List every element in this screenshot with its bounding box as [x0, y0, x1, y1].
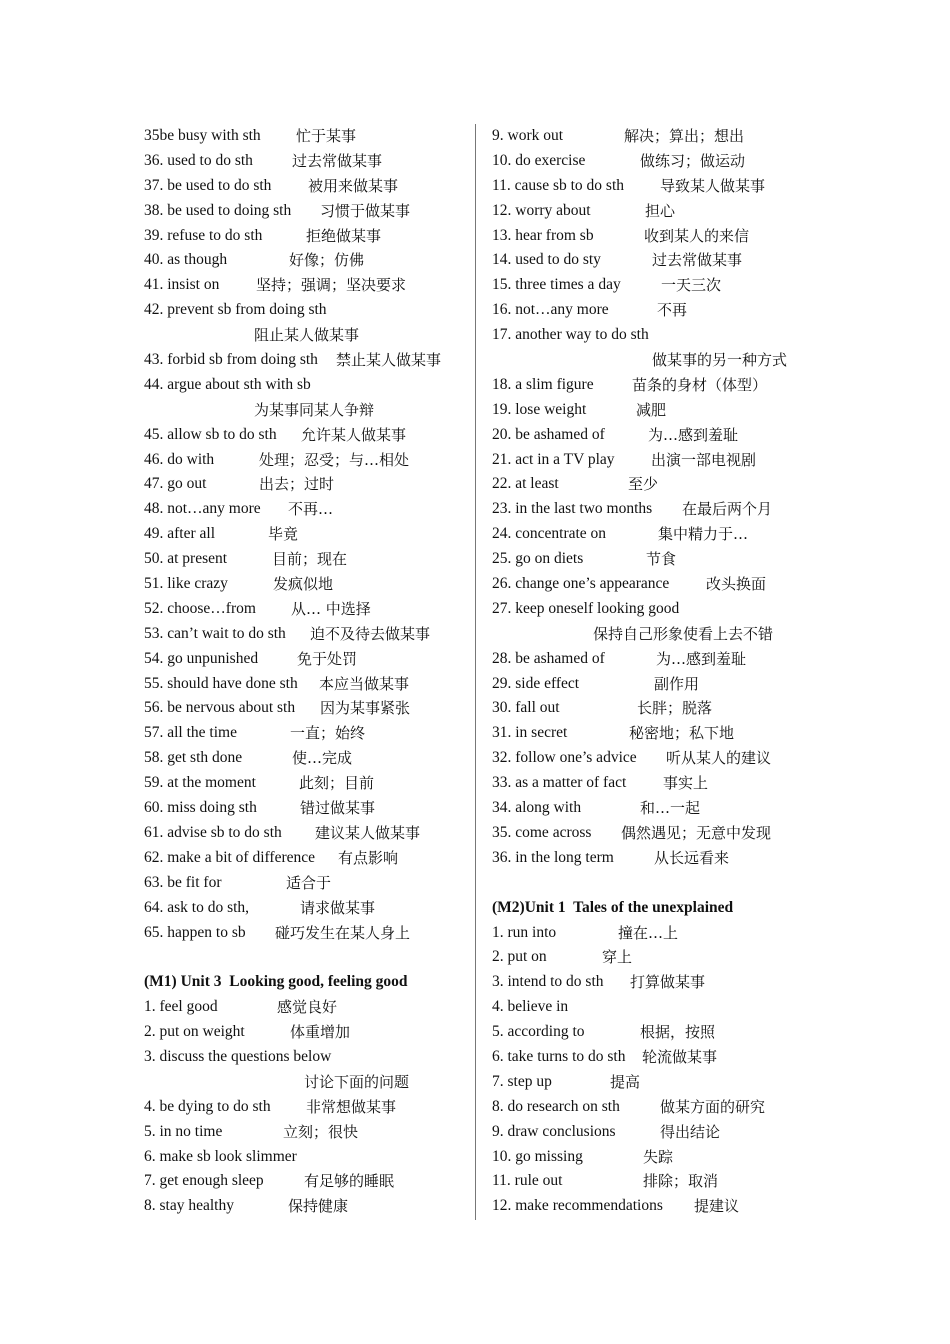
chinese-meaning: 节食 — [646, 550, 677, 569]
chinese-meaning: 提建议 — [694, 1197, 740, 1216]
chinese-meaning: 目前；现在 — [272, 550, 348, 569]
chinese-meaning: 有足够的睡眠 — [304, 1172, 395, 1191]
chinese-meaning: 不再 — [657, 301, 688, 320]
english-phrase: 35. come across — [492, 823, 592, 841]
chinese-meaning: 被用来做某事 — [308, 176, 399, 195]
english-phrase: 3. intend to do sth — [492, 973, 604, 991]
vocab-entry — [492, 1145, 822, 1170]
vocab-entry — [492, 547, 822, 572]
english-phrase: 12. worry about — [492, 201, 591, 219]
vocab-entry — [492, 696, 822, 721]
english-phrase: 45. allow sb to do sth — [144, 425, 277, 443]
vocab-entry — [492, 323, 822, 348]
chinese-meaning: 保持健康 — [288, 1197, 349, 1216]
vocab-entry — [144, 323, 474, 348]
vocab-entry — [492, 149, 822, 174]
english-phrase: 8. stay healthy — [144, 1197, 234, 1215]
english-phrase: 10. go missing — [492, 1147, 583, 1165]
vocab-entry — [144, 199, 474, 224]
english-phrase: 7. get enough sleep — [144, 1172, 264, 1190]
vocab-entry — [492, 224, 822, 249]
vocab-entry — [144, 647, 474, 672]
vocab-entry — [492, 846, 822, 871]
english-phrase: 33. as a matter of fact — [492, 774, 627, 792]
vocab-entry — [144, 771, 474, 796]
blank-line — [492, 871, 822, 896]
english-phrase: 64. ask to do sth, — [144, 898, 250, 916]
section-title: (M2)Unit 1 Tales of the unexplained — [492, 898, 734, 916]
vocab-entry — [144, 921, 474, 946]
vocab-entry — [144, 348, 474, 373]
chinese-meaning: 错过做某事 — [300, 799, 376, 818]
chinese-meaning: 拒绝做某事 — [306, 226, 382, 245]
vocab-entry — [144, 721, 474, 746]
english-phrase: 25. go on diets — [492, 550, 584, 568]
chinese-meaning: 为…感到羞耻 — [648, 425, 739, 444]
vocab-entry — [144, 821, 474, 846]
english-phrase: 10. do exercise — [492, 151, 586, 169]
chinese-meaning: 习惯于做某事 — [320, 201, 411, 220]
chinese-meaning: 免于处罚 — [297, 649, 358, 668]
chinese-meaning: 出去；过时 — [259, 475, 335, 494]
chinese-meaning: 担心 — [645, 201, 676, 220]
vocab-entry — [144, 746, 474, 771]
english-phrase: 34. along with — [492, 799, 582, 817]
chinese-meaning: 苗条的身材（体型） — [632, 375, 768, 394]
chinese-meaning: 立刻；很快 — [283, 1122, 359, 1141]
vocab-entry — [144, 995, 474, 1020]
chinese-meaning: 建议某人做某事 — [315, 823, 421, 842]
chinese-meaning: 排除；取消 — [643, 1172, 719, 1191]
chinese-meaning: 轮流做某事 — [642, 1047, 718, 1066]
chinese-meaning: 出演一部电视剧 — [651, 450, 757, 469]
chinese-meaning: 讨论下面的问题 — [304, 1072, 410, 1091]
vocab-entry — [144, 298, 474, 323]
chinese-meaning: 迫不及待去做某事 — [310, 624, 431, 643]
chinese-meaning: 有点影响 — [338, 848, 399, 867]
vocab-entry — [492, 721, 822, 746]
chinese-meaning: 解决；算出；想出 — [624, 127, 745, 145]
vocab-entry — [144, 448, 474, 473]
english-phrase: 11. rule out — [492, 1172, 563, 1190]
vocab-entry — [492, 995, 822, 1020]
vocab-entry — [144, 1120, 474, 1145]
vocab-entry — [144, 1169, 474, 1194]
chinese-meaning: 事实上 — [663, 774, 709, 793]
english-phrase: 54. go unpunished — [144, 649, 259, 667]
vocab-entry — [492, 1169, 822, 1194]
english-phrase: 49. after all — [144, 525, 216, 543]
chinese-meaning: 秘密地；私下地 — [629, 724, 735, 743]
vocab-entry — [492, 497, 822, 522]
english-phrase: 27. keep oneself looking good — [492, 599, 680, 617]
english-phrase: 5. in no time — [144, 1122, 223, 1140]
english-phrase: 6. take turns to do sth — [492, 1047, 626, 1065]
vocab-entry — [144, 497, 474, 522]
english-phrase: 26. change one’s appearance — [492, 575, 670, 593]
english-phrase: 37. be used to do sth — [144, 176, 272, 194]
chinese-meaning: 从长远看来 — [654, 848, 730, 867]
vocab-entry — [492, 945, 822, 970]
english-phrase: 18. a slim figure — [492, 375, 594, 393]
vocab-entry — [492, 248, 822, 273]
english-phrase: 31. in secret — [492, 724, 568, 742]
vocab-entry — [492, 647, 822, 672]
vocab-entry — [492, 796, 822, 821]
section-heading — [144, 970, 474, 995]
vocab-entry — [492, 1194, 822, 1219]
english-phrase: 1. feel good — [144, 998, 218, 1016]
chinese-meaning: 做某事的另一种方式 — [652, 351, 788, 370]
vocab-entry — [144, 522, 474, 547]
chinese-meaning: 处理；忍受；与…相处 — [259, 450, 410, 469]
vocab-entry — [492, 373, 822, 398]
english-phrase: 5. according to — [492, 1023, 585, 1041]
chinese-meaning: 碰巧发生在某人身上 — [275, 923, 411, 942]
vocab-entry — [144, 796, 474, 821]
vocab-entry — [492, 1020, 822, 1045]
vocab-entry — [492, 448, 822, 473]
chinese-meaning: 发疯似地 — [273, 575, 334, 594]
english-phrase: 61. advise sb to do sth — [144, 823, 282, 841]
english-phrase: 44. argue about sth with sb — [144, 375, 311, 393]
left-column — [144, 124, 474, 1219]
english-phrase: 23. in the last two months — [492, 500, 653, 518]
english-phrase: 11. cause sb to do sth — [492, 176, 625, 194]
vocab-entry — [492, 921, 822, 946]
vocab-entry — [144, 423, 474, 448]
vocab-entry — [144, 248, 474, 273]
english-phrase: 6. make sb look slimmer — [144, 1147, 297, 1165]
chinese-meaning: 忙于某事 — [296, 127, 357, 145]
vocab-entry — [144, 373, 474, 398]
english-phrase: 43. forbid sb from doing sth — [144, 351, 318, 369]
english-phrase: 39. refuse to do sth — [144, 226, 263, 244]
chinese-meaning: 体重增加 — [290, 1023, 351, 1042]
english-phrase: 9. draw conclusions — [492, 1122, 616, 1140]
english-phrase: 32. follow one’s advice — [492, 749, 637, 767]
chinese-meaning: 根据，按照 — [640, 1023, 716, 1042]
english-phrase: 9. work out — [492, 127, 564, 144]
english-phrase: 40. as though — [144, 251, 228, 269]
right-column — [492, 124, 822, 1219]
vocab-entry — [492, 746, 822, 771]
chinese-meaning: 使…完成 — [292, 749, 353, 768]
english-phrase: 13. hear from sb — [492, 226, 594, 244]
vocab-entry — [144, 622, 474, 647]
chinese-meaning: 打算做某事 — [630, 973, 706, 992]
english-phrase: 35be busy with sth — [144, 127, 261, 144]
english-phrase: 36. in the long term — [492, 848, 614, 866]
english-phrase: 58. get sth done — [144, 749, 243, 767]
english-phrase: 52. choose…from — [144, 599, 256, 617]
english-phrase: 29. side effect — [492, 674, 580, 692]
chinese-meaning: 做某方面的研究 — [660, 1097, 766, 1116]
vocab-entry — [492, 970, 822, 995]
chinese-meaning: 本应当做某事 — [319, 674, 410, 693]
chinese-meaning: 过去常做某事 — [652, 251, 743, 270]
english-phrase: 14. used to do sty — [492, 251, 601, 269]
english-phrase: 19. lose weight — [492, 400, 587, 418]
vocab-entry — [144, 398, 474, 423]
english-phrase: 60. miss doing sth — [144, 799, 257, 817]
english-phrase: 2. put on weight — [144, 1023, 245, 1041]
english-phrase: 15. three times a day — [492, 276, 621, 294]
column-divider — [475, 124, 476, 1220]
vocab-entry — [492, 398, 822, 423]
english-phrase: 36. used to do sth — [144, 151, 253, 169]
chinese-meaning: 减肥 — [636, 400, 667, 419]
vocab-entry — [492, 522, 822, 547]
chinese-meaning: 从… 中选择 — [291, 599, 371, 618]
english-phrase: 47. go out — [144, 475, 207, 493]
section-heading — [492, 896, 822, 921]
vocab-entry — [144, 696, 474, 721]
chinese-meaning: 因为某事紧张 — [320, 699, 411, 718]
english-phrase: 12. make recommendations — [492, 1197, 663, 1215]
vocab-entry — [492, 199, 822, 224]
vocab-entry — [492, 1045, 822, 1070]
chinese-meaning: 撞在…上 — [618, 923, 679, 942]
chinese-meaning: 禁止某人做某事 — [336, 351, 442, 370]
vocab-entry — [492, 672, 822, 697]
vocab-entry — [144, 1070, 474, 1095]
chinese-meaning: 在最后两个月 — [682, 500, 773, 519]
vocab-entry — [144, 149, 474, 174]
english-phrase: 63. be fit for — [144, 873, 222, 891]
english-phrase: 57. all the time — [144, 724, 237, 742]
english-phrase: 22. at least — [492, 475, 559, 493]
vocab-entry — [492, 124, 822, 149]
vocab-entry — [492, 423, 822, 448]
chinese-meaning: 保持自己形象使看上去不错 — [593, 624, 774, 643]
chinese-meaning: 为某事同某人争辩 — [254, 400, 375, 419]
chinese-meaning: 收到某人的来信 — [644, 226, 750, 245]
chinese-meaning: 得出结论 — [660, 1122, 721, 1141]
english-phrase: 62. make a bit of difference — [144, 848, 315, 866]
vocab-entry — [144, 1095, 474, 1120]
english-phrase: 38. be used to doing sth — [144, 201, 292, 219]
chinese-meaning: 一天三次 — [661, 276, 722, 295]
english-phrase: 51. like crazy — [144, 575, 228, 593]
english-phrase: 65. happen to sb — [144, 923, 246, 941]
vocab-entry — [144, 547, 474, 572]
vocab-entry — [144, 472, 474, 497]
chinese-meaning: 毕竟 — [268, 525, 299, 544]
vocab-entry — [144, 273, 474, 298]
vocab-entry — [492, 572, 822, 597]
chinese-meaning: 听从某人的建议 — [666, 749, 772, 768]
vocab-entry — [492, 622, 822, 647]
vocab-entry — [144, 1145, 474, 1170]
english-phrase: 4. believe in — [492, 998, 569, 1016]
chinese-meaning: 请求做某事 — [300, 898, 376, 917]
chinese-meaning: 过去常做某事 — [292, 151, 383, 170]
vocab-entry — [492, 298, 822, 323]
chinese-meaning: 为…感到羞耻 — [656, 649, 747, 668]
english-phrase: 41. insist on — [144, 276, 220, 294]
vocab-entry — [492, 821, 822, 846]
english-phrase: 8. do research on sth — [492, 1097, 620, 1115]
chinese-meaning: 改头换面 — [706, 575, 767, 594]
english-phrase: 4. be dying to do sth — [144, 1097, 271, 1115]
english-phrase: 48. not…any more — [144, 500, 261, 518]
chinese-meaning: 允许某人做某事 — [301, 425, 407, 444]
english-phrase: 28. be ashamed of — [492, 649, 605, 667]
chinese-meaning: 导致某人做某事 — [660, 176, 766, 195]
vocab-entry — [144, 572, 474, 597]
english-phrase: 20. be ashamed of — [492, 425, 605, 443]
blank-line — [144, 945, 474, 970]
vocab-entry — [492, 597, 822, 622]
english-phrase: 1. run into — [492, 923, 557, 941]
chinese-meaning: 偶然遇见；无意中发现 — [621, 823, 772, 842]
chinese-meaning: 阻止某人做某事 — [254, 326, 360, 345]
vocab-entry — [144, 1045, 474, 1070]
vocab-entry — [144, 1020, 474, 1045]
english-phrase: 16. not…any more — [492, 301, 609, 319]
english-phrase: 24. concentrate on — [492, 525, 607, 543]
vocab-entry — [144, 896, 474, 921]
chinese-meaning: 长胖；脱落 — [637, 699, 713, 718]
english-phrase: 50. at present — [144, 550, 228, 568]
vocab-entry — [492, 1095, 822, 1120]
vocab-entry — [144, 174, 474, 199]
vocab-entry — [492, 472, 822, 497]
english-phrase: 3. discuss the questions below — [144, 1047, 332, 1065]
vocab-entry — [144, 597, 474, 622]
chinese-meaning: 至少 — [628, 475, 659, 494]
english-phrase: 46. do with — [144, 450, 215, 468]
vocab-entry — [492, 1120, 822, 1145]
chinese-meaning: 非常想做某事 — [306, 1097, 397, 1116]
chinese-meaning: 做练习；做运动 — [640, 151, 746, 170]
chinese-meaning: 提高 — [610, 1072, 641, 1091]
chinese-meaning: 好像；仿佛 — [289, 251, 365, 270]
vocab-entry — [492, 771, 822, 796]
english-phrase: 30. fall out — [492, 699, 560, 717]
chinese-meaning: 集中精力于… — [658, 525, 749, 544]
english-phrase: 2. put on — [492, 948, 547, 966]
chinese-meaning: 失踪 — [643, 1147, 674, 1166]
chinese-meaning: 适合于 — [286, 873, 332, 892]
english-phrase: 17. another way to do sth — [492, 326, 649, 344]
vocab-entry — [144, 672, 474, 697]
vocab-entry — [492, 1070, 822, 1095]
section-title: (M1) Unit 3 Looking good, feeling good — [144, 973, 408, 991]
vocab-entry — [492, 273, 822, 298]
english-phrase: 7. step up — [492, 1072, 552, 1090]
english-phrase: 21. act in a TV play — [492, 450, 615, 468]
chinese-meaning: 感觉良好 — [277, 998, 338, 1017]
vocab-entry — [144, 224, 474, 249]
english-phrase: 42. prevent sb from doing sth — [144, 301, 327, 319]
vocab-entry — [144, 846, 474, 871]
english-phrase: 59. at the moment — [144, 774, 256, 792]
chinese-meaning: 和…一起 — [640, 799, 701, 818]
vocab-entry — [492, 348, 822, 373]
vocab-entry — [144, 124, 474, 149]
chinese-meaning: 此刻；目前 — [299, 774, 375, 793]
vocab-entry — [144, 871, 474, 896]
vocab-entry — [144, 1194, 474, 1219]
english-phrase: 55. should have done sth — [144, 674, 298, 692]
vocab-entry — [492, 174, 822, 199]
chinese-meaning: 坚持；强调；坚决要求 — [256, 276, 407, 295]
english-phrase: 53. can’t wait to do sth — [144, 624, 286, 642]
chinese-meaning: 一直；始终 — [290, 724, 366, 743]
chinese-meaning: 穿上 — [602, 948, 633, 967]
chinese-meaning: 副作用 — [654, 674, 700, 693]
english-phrase: 56. be nervous about sth — [144, 699, 296, 717]
chinese-meaning: 不再… — [288, 500, 334, 519]
